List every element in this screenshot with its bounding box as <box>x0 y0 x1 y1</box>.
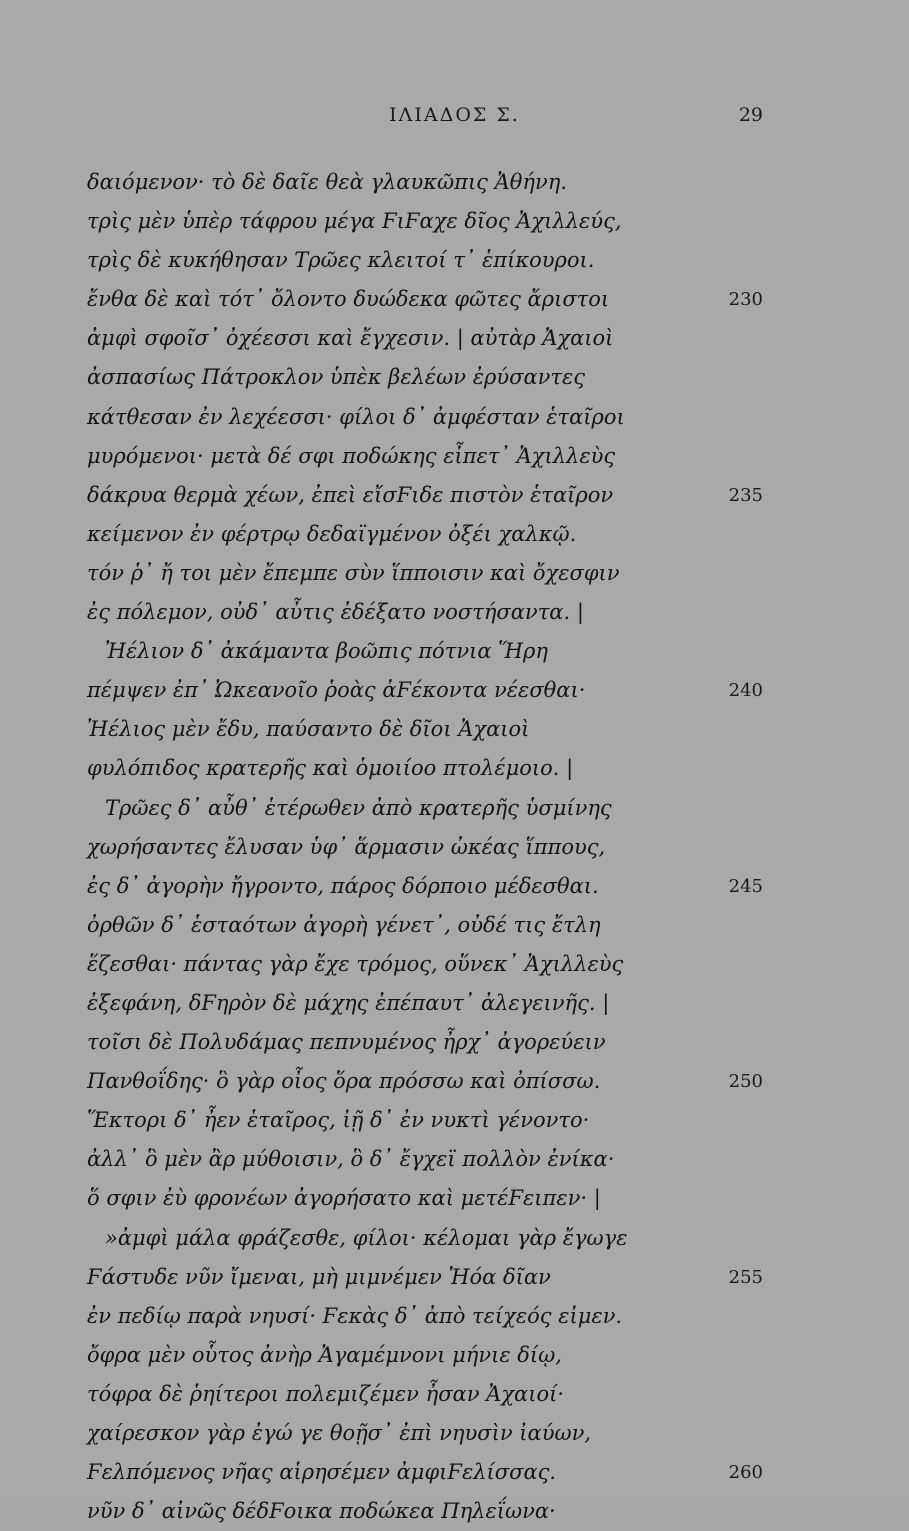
verse-text: Ἠέλιος μὲν ἔδυ, παύσαντο δὲ δῖοι Ἀχαιοὶ <box>87 717 530 742</box>
verse-text: πέμψεν ἐπ᾽ Ὠκεανοῖο ῥοὰς ἀϜέκοντα νέεσθαι· <box>87 678 586 703</box>
verse-line <box>0 789 909 828</box>
verse-text: ἐν πεδίῳ παρὰ νηυσί· Ϝεκὰς δ᾽ ἀπὸ τείχεός εἰμεν. <box>87 1303 623 1328</box>
verse-line <box>0 515 909 554</box>
running-header-title: ΙΛΙΑΔΟΣ Σ. <box>389 104 520 126</box>
verse-text: ὄφρα μὲν οὗτος ἀνὴρ Ἀγαμέμνονι μήνιε δίῳ, <box>87 1342 562 1367</box>
line-number: 250 <box>728 1071 763 1093</box>
verse-line <box>0 1023 909 1062</box>
verse-text: ὅ σφιν ἐὺ φρονέων ἀγορήσατο καὶ μετέϜειπεν· | <box>87 1186 601 1211</box>
verse-line <box>0 671 909 710</box>
verse-line <box>0 1336 909 1375</box>
verse-text: τρὶς μὲν ὑπὲρ τάφρου μέγα ϜιϜαχε δῖος Ἀχιλλεύς, <box>87 209 622 234</box>
verse-text: Ἕκτορι δ᾽ ἦεν ἑταῖρος, ἰῇ δ᾽ ἐν νυκτὶ γένοντο· <box>87 1108 590 1133</box>
verse-line <box>0 437 909 476</box>
verse-line <box>0 398 909 437</box>
verse-text: »ἀμφὶ μάλα φράζεσθε, φίλοι· κέλομαι γὰρ ἔγωγε <box>105 1225 628 1250</box>
verse-line <box>0 1179 909 1218</box>
verse-text: Τρῶες δ᾽ αὖθ᾽ ἑτέρωθεν ἀπὸ κρατερῆς ὑσμίνης <box>105 795 612 820</box>
verse-line <box>0 241 909 280</box>
verse-line <box>0 1258 909 1297</box>
verse-text: ἐξεφάνη, δϜηρὸν δὲ μάχης ἐπέπαυτ᾽ ἀλεγεινῆς. | <box>87 990 610 1015</box>
verse-line <box>0 906 909 945</box>
verse-text: τόφρα δὲ ῥηίτεροι πολεμιζέμεν ἦσαν Ἀχαιοί· <box>87 1381 565 1406</box>
verse-line <box>0 476 909 515</box>
verse-line <box>0 710 909 749</box>
verse-text: ἔνθα δὲ καὶ τότ᾽ ὄλοντο δυώδεκα φῶτες ἄριστοι <box>87 287 610 312</box>
verse-text: Ἠέλιον δ᾽ ἀκάμαντα βοῶπις πότνια Ἥρη <box>105 639 548 664</box>
verse-line <box>0 1453 909 1492</box>
verse-text: Ϝάστυδε νῦν ἴμεναι, μὴ μιμνέμεν Ἠόα δῖαν <box>87 1264 551 1289</box>
verse-text: Πανθοΐδης· ὃ γὰρ οἶος ὅρα πρόσσω καὶ ὀπίσσω. <box>87 1069 601 1094</box>
line-number: 245 <box>728 875 763 897</box>
verse-text: φυλόπιδος κρατερῆς καὶ ὁμοιίοο πτολέμοιο. | <box>87 756 574 781</box>
page-number: 29 <box>738 104 763 126</box>
verse-text: νῦν δ᾽ αἰνῶς δέδϜοικα ποδώκεα Πηλεΐωνα· <box>87 1499 556 1524</box>
verse-text: ὀρθῶν δ᾽ ἑσταότων ἀγορὴ γένετ᾽, οὐδέ τις ἔτλη <box>87 912 601 937</box>
verse-text: τοῖσι δὲ Πολυδάμας πεπνυμένος ἦρχ᾽ ἀγορεύειν <box>87 1030 606 1055</box>
verse-line <box>0 202 909 241</box>
verse-line <box>0 358 909 397</box>
verse-line <box>0 632 909 671</box>
verse-text: δάκρυα θερμὰ χέων, ἐπεὶ εἴσϜιδε πιστὸν ἑταῖρον <box>87 482 614 507</box>
verse-line <box>0 163 909 202</box>
verse-line <box>0 1219 909 1258</box>
verse-text: κείμενον ἐν φέρτρῳ δεδαϊγμένον ὀξέι χαλκῷ. <box>87 521 577 546</box>
verse-line <box>0 593 909 632</box>
line-number: 255 <box>728 1266 763 1288</box>
verse-line <box>0 828 909 867</box>
verse-line <box>0 554 909 593</box>
verse-text: κάτθεσαν ἐν λεχέεσσι· φίλοι δ᾽ ἀμφέσταν ἑταῖροι <box>87 404 625 429</box>
verse-text: τρὶς δὲ κυκήθησαν Τρῶες κλειτοί τ᾽ ἐπίκουροι. <box>87 248 595 273</box>
verse-text: χωρήσαντες ἔλυσαν ὑφ᾽ ἅρμασιν ὠκέας ἵππους, <box>87 834 606 859</box>
verse-line <box>0 1140 909 1179</box>
verse-text: Ϝελπόμενος νῆας αἱρησέμεν ἀμφιϜελίσσας. <box>87 1460 557 1485</box>
verse-text: χαίρεσκον γὰρ ἐγώ γε θοῇσ᾽ ἐπὶ νηυσὶν ἰαύων, <box>87 1421 592 1445</box>
verse-line <box>0 280 909 319</box>
line-number: 260 <box>728 1462 763 1484</box>
verse-line <box>0 984 909 1023</box>
line-number: 230 <box>728 289 763 311</box>
verse-text: τόν ῥ᾽ ἤ τοι μὲν ἔπεμπε σὺν ἵπποισιν καὶ ὄχεσφιν <box>87 560 620 585</box>
line-number: 240 <box>728 680 763 702</box>
verse-line <box>0 1062 909 1101</box>
verse-line <box>0 1375 909 1414</box>
verse-text: ἀλλ᾽ ὃ μὲν ἂρ μύθοισιν, ὃ δ᾽ ἔγχεϊ πολλὸν ἐνίκα· <box>87 1147 615 1172</box>
verse-line <box>0 1101 909 1140</box>
verse-text: ἀμφὶ σφοῖσ᾽ ὀχέεσσι καὶ ἔγχεσιν. | αὐτὰρ Ἀχαιοὶ <box>87 326 614 351</box>
verse-text: δαιόμενον· τὸ δὲ δαῖε θεὰ γλαυκῶπις Ἀθήνη. <box>87 170 568 194</box>
verse-line <box>0 749 909 788</box>
verse-line <box>0 319 909 358</box>
verse-line <box>0 1297 909 1336</box>
verse-line <box>0 1492 909 1531</box>
verse-list <box>0 163 909 1531</box>
verse-text: ἀσπασίως Πάτροκλον ὑπὲκ βελέων ἐρύσαντες <box>87 365 586 390</box>
verse-line <box>0 867 909 906</box>
verse-text: ἐς πόλεμον, οὐδ᾽ αὖτις ἐδέξατο νοστήσαντα. | <box>87 600 584 625</box>
verse-text: ἐς δ᾽ ἀγορὴν ἤγροντο, πάρος δόρποιο μέδεσθαι. <box>87 873 599 898</box>
verse-text: ἕζεσθαι· πάντας γὰρ ἔχε τρόμος, οὕνεκ᾽ Ἀχιλλεὺς <box>87 951 624 976</box>
line-number: 235 <box>728 484 763 506</box>
verse-line <box>0 1414 909 1453</box>
verse-text: μυρόμενοι· μετὰ δέ σφι ποδώκης εἶπετ᾽ Ἀχιλλεὺς <box>87 443 616 468</box>
verse-line <box>0 945 909 984</box>
